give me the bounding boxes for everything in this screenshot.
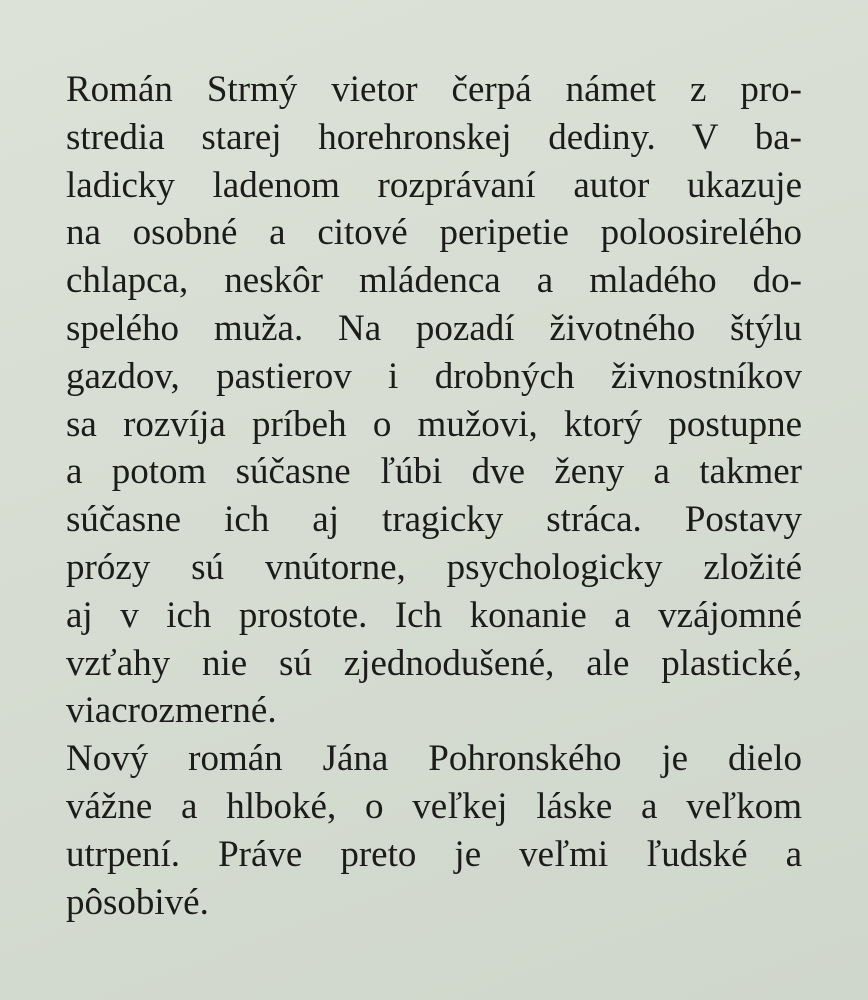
text-line: Nový román Jána Pohronského je dielo — [66, 738, 802, 780]
text-line: gazdov, pastierov i drobných živnostníkov — [66, 355, 802, 397]
text-line: Román Strmý vietor čerpá námet z pro- — [66, 69, 802, 110]
text-line: viacrozmerné. — [66, 690, 277, 732]
text-line: aj v ich prostote. Ich konanie a vzájomné — [66, 594, 802, 636]
text-line: chlapca, neskôr mládenca a mladého do- — [66, 260, 802, 302]
text-line: súčasne ich aj tragicky stráca. Postavy — [66, 499, 802, 541]
text-line: vážne a hlboké, o veľkej láske a veľkom — [66, 785, 802, 827]
text-line: prózy sú vnútorne, psychologicky zložité — [66, 546, 802, 588]
text-line: spelého muža. Na pozadí životného štýlu — [66, 307, 802, 349]
text-line: vzťahy nie sú zjednodušené, ale plastické, — [66, 642, 802, 684]
paragraph-2 — [66, 735, 802, 926]
text-line: a potom súčasne ľúbi dve ženy a takmer — [66, 451, 802, 493]
text-line: utrpení. Práve preto je veľmi ľudské a — [66, 833, 802, 875]
text-line: na osobné a citové peripetie poloosirelého — [66, 212, 802, 254]
text-line: sa rozvíja príbeh o mužovi, ktorý postupne — [66, 403, 802, 445]
text-line: pôsobivé. — [66, 881, 209, 923]
text-line: stredia starej horehronskej dediny. V ba- — [66, 116, 802, 158]
text-line: ladicky ladenom rozprávaní autor ukazuje — [66, 164, 802, 206]
paragraph-1 — [66, 66, 802, 735]
book-blurb — [66, 66, 802, 926]
